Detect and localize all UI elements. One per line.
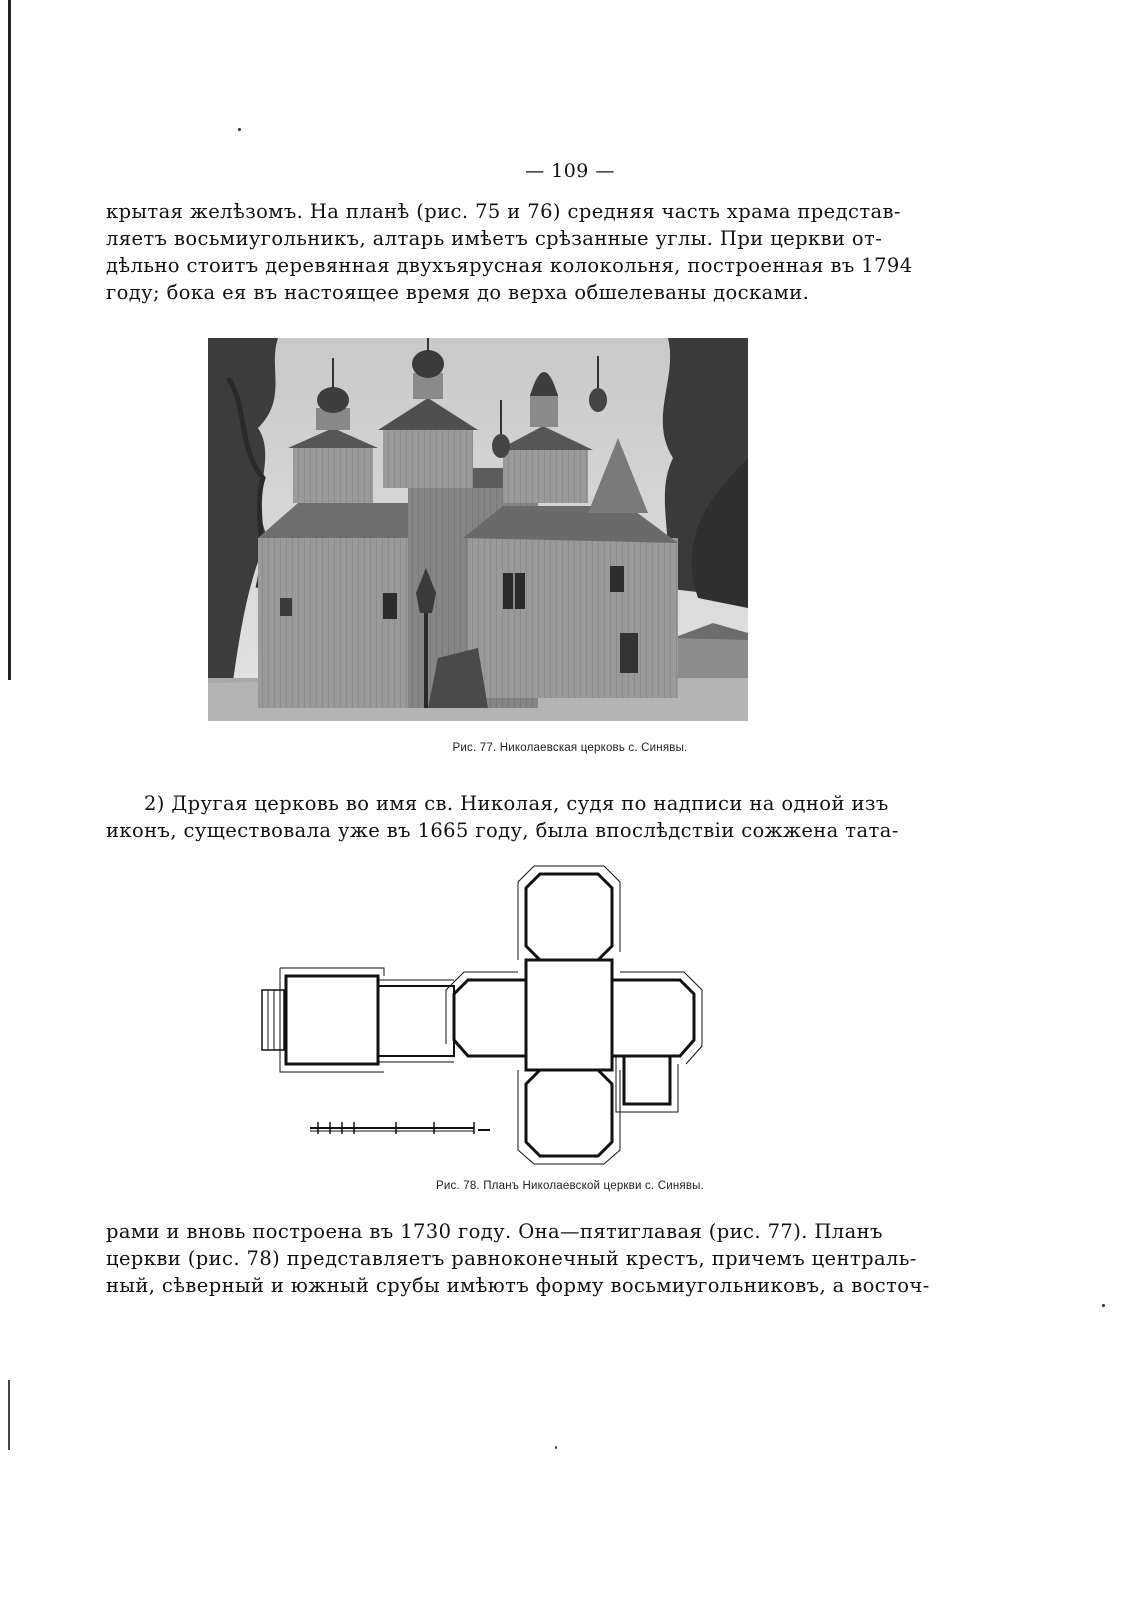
scan-speck xyxy=(555,1446,557,1449)
paragraph-bottom xyxy=(106,1218,930,1299)
paragraph-middle xyxy=(106,790,899,844)
text-line: рами и вновь построена въ 1730 году. Она—пятиглавая (рис. 77). Планъ xyxy=(106,1220,883,1243)
church-photograph xyxy=(208,338,748,721)
page-number: — 109 — xyxy=(525,160,615,182)
scan-edge-mark xyxy=(8,0,11,680)
text-line: ный, сѣверный и южный срубы имѣютъ форму восьмиугольниковъ, а восточ- xyxy=(106,1274,930,1297)
church-floor-plan xyxy=(250,860,730,1170)
text-line: ляетъ восьмиугольникъ, алтарь имѣетъ срѣзанные углы. При церкви от- xyxy=(106,227,883,250)
figure78-caption: Рис. 78. Планъ Николаевской церкви с. Синявы. xyxy=(436,1180,704,1192)
text-line: году; бока ея въ настоящее время до верха обшелеваны досками. xyxy=(106,281,810,304)
text-line: дѣльно стоитъ деревянная двухъярусная колокольня, построенная въ 1794 xyxy=(106,254,913,277)
text-line: крытая желѣзомъ. На планѣ (рис. 75 и 76) средняя часть храма представ- xyxy=(106,200,901,223)
scan-speck xyxy=(1102,1304,1105,1307)
text-line: 2) Другая церковь во имя св. Николая, судя по надписи на одной изъ xyxy=(144,792,889,815)
figure77-caption: Рис. 77. Николаевская церковь с. Синявы. xyxy=(452,742,688,754)
text-line: церкви (рис. 78) представляетъ равноконечный крестъ, причемъ централь- xyxy=(106,1247,917,1270)
paragraph-top xyxy=(106,198,913,306)
scan-edge-mark xyxy=(8,1380,10,1450)
scan-speck xyxy=(238,128,241,131)
text-line: иконъ, существовала уже въ 1665 году, была впослѣдствіи сожжена тата- xyxy=(106,819,899,842)
